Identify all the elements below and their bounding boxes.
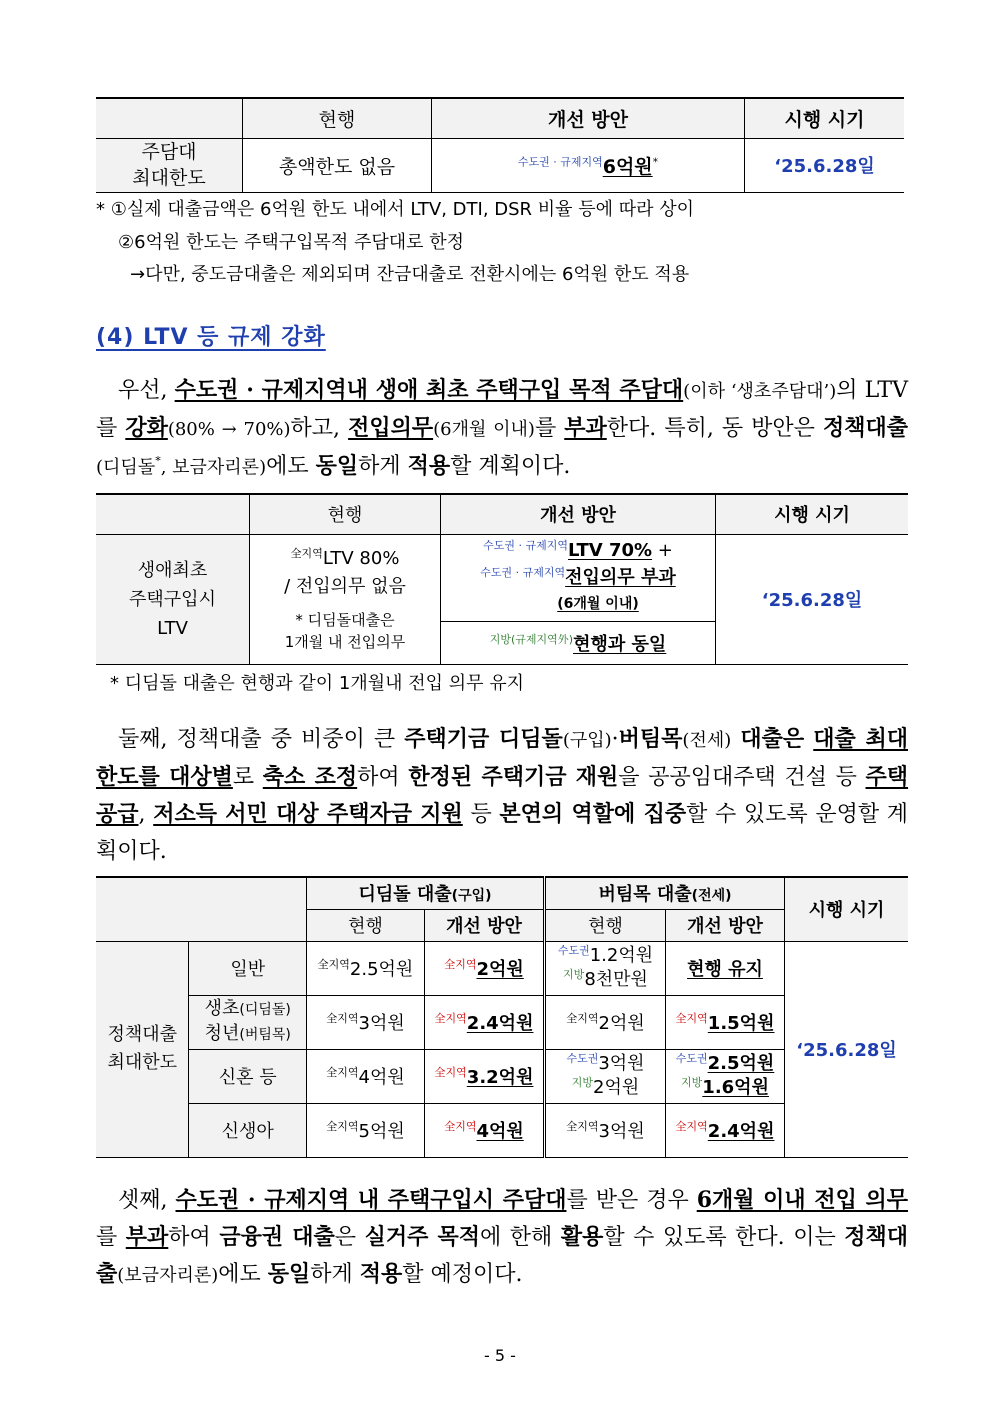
- header-date: 시행 시기: [774, 505, 850, 527]
- current-cell: $^{全지역}$LTV 80% / 전입의무 없음 * 디딤돌대출은 1개월 내 전입의무: [250, 534, 441, 664]
- paragraph-fund-limit: 둘째, 정책대출 중 비중이 큰 주택기금 디딤돌(구입)·버팀목(전세) 대출은 대출 최대 한도를 대상별로 축소 조정하여 한정된 주택기금 재원을 공공임대주택 건설 등 주택공급, 저소득 서민 대상 주택자금 지원 등 본연의 역할에 집중할 수 있도록 운영할 계획이다.: [96, 726, 909, 864]
- header-date: 시행 시기: [785, 877, 909, 941]
- note1-line1: * ①실제 대출금액은 6억원 한도 내에서 LTV, DTI, DSR 비율 등에 따라 상이: [96, 199, 695, 220]
- table-ltv: [96, 493, 908, 665]
- page-number: - 5 -: [484, 1346, 516, 1365]
- table-loan-limit: [96, 97, 904, 193]
- table-row: 생초(디딤돌) 청년(버팀목) $^{全지역}$3억원 $^{全지역}$2.4억원 $^{全지역}$2억원 $^{全지역}$1.5억원: [96, 995, 908, 1049]
- table-row: 신혼 등 $^{全지역}$4억원 $^{全지역}$3.2억원 $^{수도권}$3억원 $^{지방}$2억원 $^{수도권}$2.5억원 $^{지방}$1.6억원: [96, 1049, 908, 1103]
- note1-line2: ②6억원 한도는 주택구입목적 주담대로 한정: [118, 232, 465, 253]
- paragraph-move-in: 셋째, 수도권 · 규제지역 내 주택구입시 주담대를 받은 경우 6개월 이내 전입 의무를 부과하여 금융권 대출은 실거주 목적에 한해 활용할 수 있도록 한다. 이는 정책대출(보금자리론)에도 동일하게 적용할 예정이다.: [96, 1187, 908, 1287]
- row-label: 생초(디딤돌) 청년(버팀목): [189, 995, 307, 1049]
- row-group-label: 정책대출 최대한도: [96, 941, 189, 1157]
- header-didimdol: 디딤돌 대출(구입): [307, 877, 545, 909]
- header-improve: 개선 방안: [432, 98, 745, 138]
- region-prefix: 수도권 · 규제지역: [517, 155, 603, 169]
- effective-date: ‘25.6.28일: [796, 1040, 897, 1061]
- section-title: (4) LTV 등 규제 강화: [96, 325, 326, 350]
- effective-date: ‘25.6.28일: [774, 156, 875, 177]
- header-improve: 개선 방안: [441, 494, 716, 534]
- row-label: 신혼 등: [189, 1049, 307, 1103]
- header-blank: [96, 494, 250, 534]
- header-b-improve: 개선 방안: [666, 909, 785, 941]
- header-current: 현행: [250, 494, 441, 534]
- note1-line3: →다만, 중도금대출은 제외되며 잔금대출로 전환시에는 6억원 한도 적용: [130, 264, 690, 285]
- improve-value: [432, 138, 745, 192]
- row-label: 신생아: [189, 1103, 307, 1157]
- header-d-improve: 개선 방안: [425, 909, 545, 941]
- row-label: 생애최초 주택구입시 LTV: [96, 534, 250, 664]
- improve-cell-capital: $^{수도권 \cdot 규제지역}$LTV 70% + $^{수도권 \cdot 규제지역}$전입의무 부과 (6개월 이내): [441, 534, 716, 621]
- row-label-line1: 주담대: [141, 141, 197, 163]
- improve-cell-province: $^{지방(규제지역外)}$현행과 동일: [441, 621, 716, 664]
- header-b-current: 현행: [545, 909, 666, 941]
- row-label-line2: 최대한도: [132, 167, 206, 189]
- note2: * 디딤돌 대출은 현행과 같이 1개월내 전입 의무 유지: [110, 673, 524, 694]
- header-blank: [96, 877, 307, 941]
- table-policy-loan: [96, 876, 908, 1158]
- row-label: 일반: [189, 941, 307, 995]
- header-blank: [96, 98, 243, 138]
- effective-date: ‘25.6.28일: [761, 590, 863, 611]
- row-label: [96, 138, 243, 192]
- footnote-mark: *: [652, 155, 659, 169]
- header-beotimmok: 버팀목 대출(전세): [545, 877, 785, 909]
- header-d-current: 현행: [307, 909, 425, 941]
- header-current: 현행: [243, 98, 432, 138]
- paragraph-ltv: 우선, 수도권 · 규제지역내 생애 최초 주택구입 목적 주담대(이하 ‘생초주담대’)의 LTV를 강화(80% → 70%)하고, 전입의무(6개월 이내)를 부과한다. 특히, 동 방안은 정책대출(디딤돌*, 보금자리론)에도 동일하게 적용할 계획이다.: [96, 377, 908, 479]
- current-value: 총액한도 없음: [243, 138, 432, 192]
- header-date: 시행 시기: [784, 108, 865, 131]
- limit-amount: 6억원: [602, 155, 653, 178]
- table-row: 신생아 $^{全지역}$5억원 $^{全지역}$4억원 $^{全지역}$3억원 $^{全지역}$2.4억원: [96, 1103, 908, 1157]
- table-row: 정책대출 최대한도 일반 $^{全지역}$2.5억원 $^{全지역}$2억원 $^{수도권}$1.2억원 $^{지방}$8천만원 현행 유지 ‘25.6.28일: [96, 941, 908, 995]
